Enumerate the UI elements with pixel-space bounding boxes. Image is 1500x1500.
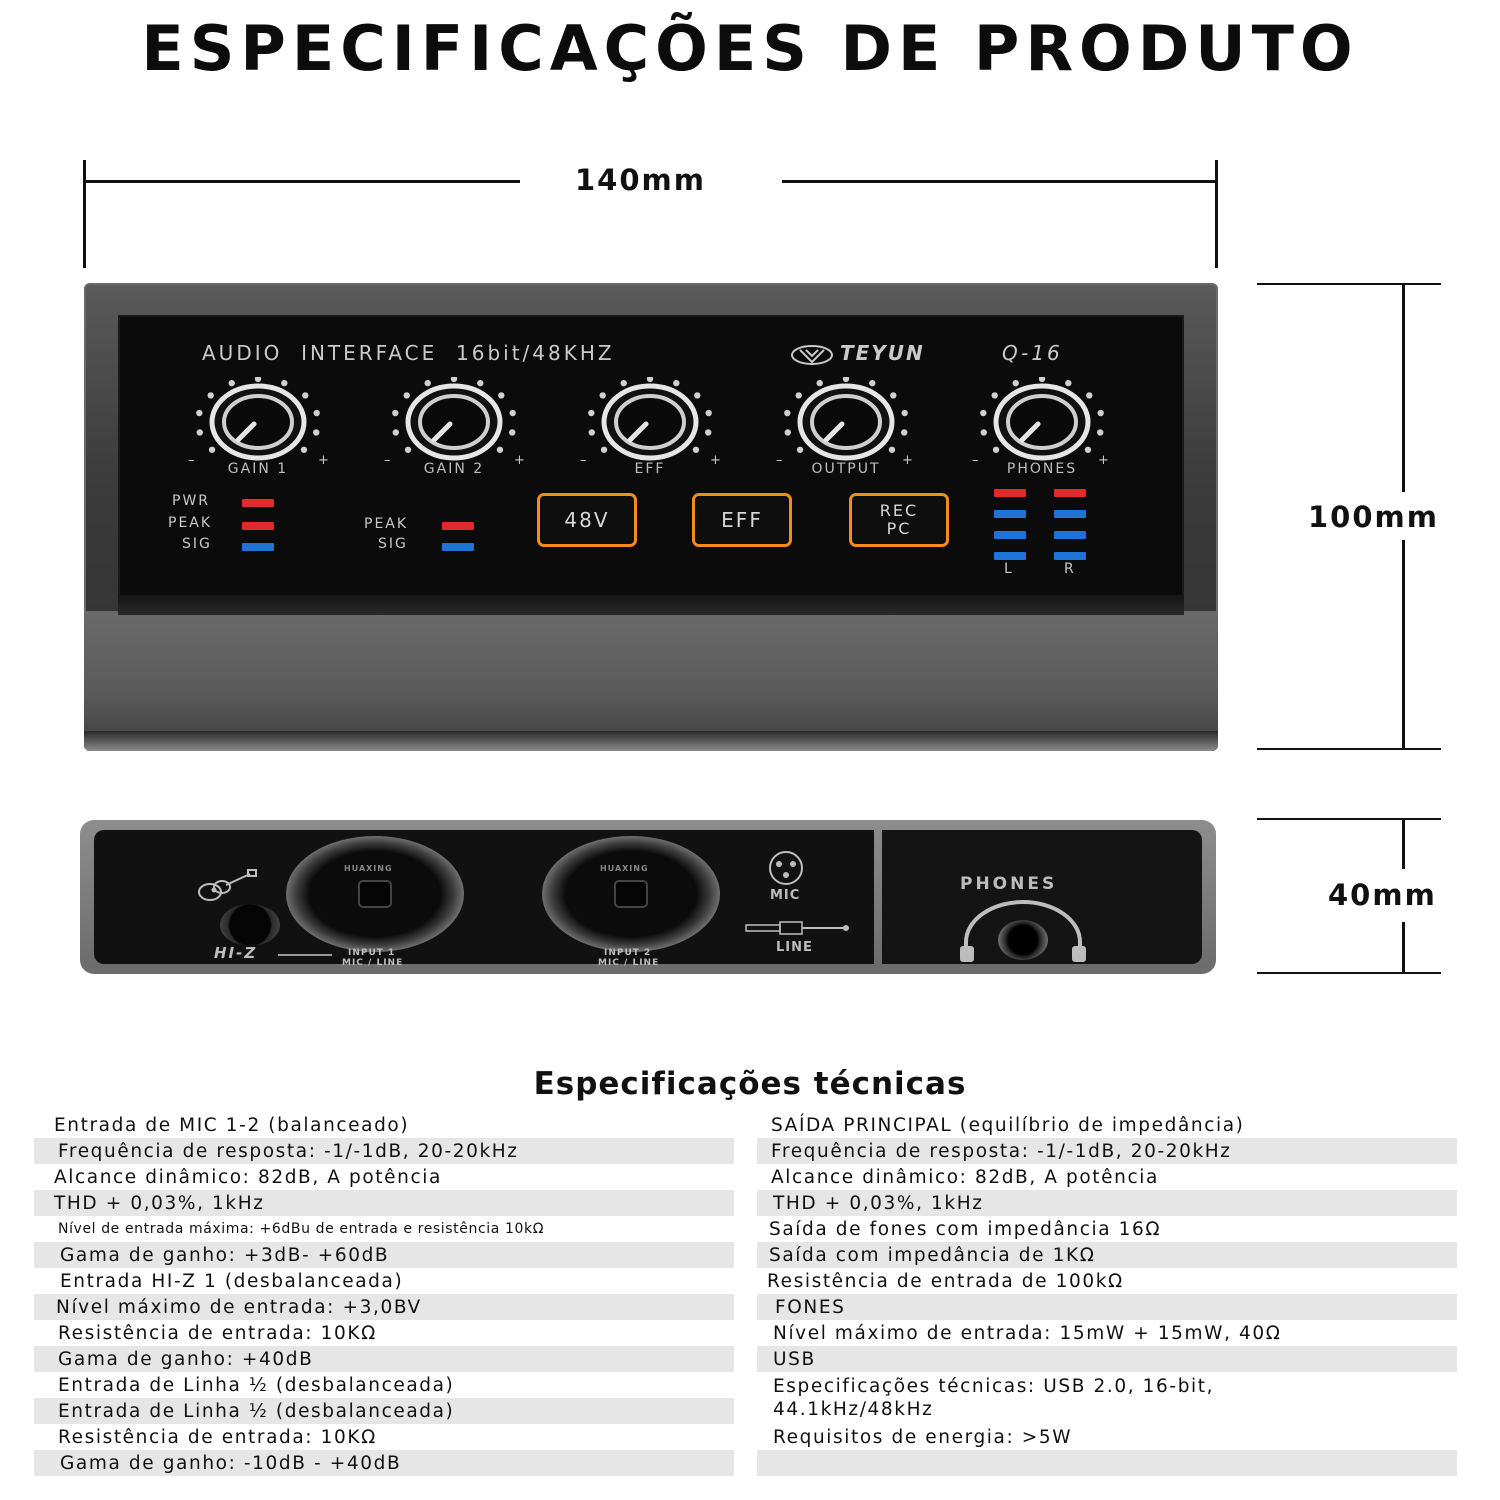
height-dimension-top-tick [1257, 283, 1441, 285]
jack-plug-icon [744, 920, 854, 936]
led-peak-1 [242, 522, 274, 530]
phones-label: PHONES [960, 874, 1058, 894]
spec-row [757, 1320, 1457, 1346]
led-label-peak-1: PEAK [168, 515, 213, 531]
knob-plus-mark: + [514, 453, 525, 468]
guitar-icon [194, 868, 258, 904]
spec-row [34, 1164, 734, 1190]
spec-text: Alcance dinâmico: 82dB, A potência [54, 1166, 442, 1188]
line-label: LINE [776, 940, 813, 955]
spec-row [757, 1138, 1457, 1164]
device-bottom-face [84, 611, 1218, 751]
knob-plus-mark: + [902, 453, 913, 468]
led-peak-2 [442, 522, 474, 530]
led-label-pwr: PWR [172, 493, 211, 509]
jack-brand: HUAXING [344, 864, 393, 873]
led-label-peak-2: PEAK [364, 516, 409, 532]
depth-dimension-bottom-tick [1257, 972, 1441, 974]
width-dimension-label: 140mm [575, 163, 706, 197]
knob-dial-icon [572, 377, 728, 467]
teyun-logo-icon [790, 343, 834, 367]
spec-row [34, 1190, 734, 1216]
hi-z-jack[interactable] [220, 904, 280, 946]
panel-shadow [118, 595, 1184, 615]
control-panel [118, 315, 1184, 615]
phantom-power-48v-button[interactable]: 48V [537, 493, 637, 547]
spec-text: Entrada de Linha ½ (desbalanceada) [58, 1374, 455, 1396]
led-pwr [242, 499, 274, 507]
spec-text: Resistência de entrada de 100kΩ [767, 1270, 1124, 1292]
spec-row [34, 1294, 734, 1320]
spec-text: Alcance dinâmico: 82dB, A potência [771, 1166, 1159, 1188]
spec-row [757, 1216, 1457, 1242]
knob-dial-icon [768, 377, 924, 467]
spec-text: Saída com impedância de 1KΩ [769, 1244, 1096, 1266]
height-dimension-line-bottom [1402, 540, 1405, 748]
spec-row [757, 1190, 1457, 1216]
spec-text: Entrada de MIC 1-2 (balanceado) [54, 1114, 410, 1136]
spec-row [757, 1164, 1457, 1190]
model-name: Q-16 [1002, 341, 1063, 365]
depth-dimension-top-tick [1257, 818, 1441, 820]
spec-row-empty [757, 1450, 1457, 1476]
spec-text: Entrada de Linha ½ (desbalanceada) [58, 1400, 455, 1422]
meter-label-l: L [1004, 561, 1014, 577]
spec-row [34, 1138, 734, 1164]
spec-text: Resistência de entrada: 10KΩ [58, 1426, 377, 1448]
knob-eff[interactable] [572, 377, 728, 477]
mic-label: MIC [770, 888, 801, 903]
xlr-icon [766, 848, 806, 888]
spec-row [757, 1346, 1457, 1372]
spec-row [757, 1294, 1457, 1320]
knob-phones[interactable] [964, 377, 1120, 477]
meter-r-led-3 [1054, 531, 1086, 539]
width-dimension-line-right [782, 180, 1216, 183]
meter-l-led-4 [994, 552, 1026, 560]
knob-plus-mark: + [318, 453, 329, 468]
spec-row [757, 1268, 1457, 1294]
spec-row [34, 1216, 734, 1242]
knob-minus-mark: – [972, 453, 979, 468]
page-title: ESPECIFICAÇÕES DE PRODUTO [141, 12, 1359, 85]
width-dimension-left-tick [83, 160, 86, 268]
combo-jack-center [616, 882, 646, 906]
spec-text: Gama de ganho: -10dB - +40dB [60, 1452, 402, 1474]
spec-text: Especificações técnicas: USB 2.0, 16-bit, 44.1kHz/48kHz [773, 1376, 1215, 1420]
meter-l-led-1 [994, 489, 1026, 497]
rec-pc-button[interactable]: REC PC [849, 493, 949, 547]
spec-row [34, 1372, 734, 1398]
width-dimension-line-left [84, 180, 520, 183]
spec-row [34, 1242, 734, 1268]
combo-jack-center [360, 882, 390, 906]
spec-text: Requisitos de energia: >5W [773, 1426, 1073, 1448]
specs-title: Especificações técnicas [533, 1066, 967, 1102]
knob-label: OUTPUT [811, 461, 881, 477]
meter-l-led-3 [994, 531, 1026, 539]
meter-r-led-4 [1054, 552, 1086, 560]
spec-text: Entrada HI-Z 1 (desbalanceada) [60, 1270, 404, 1292]
depth-dimension-line-top [1402, 819, 1405, 869]
spec-text: THD + 0,03%, 1kHz [773, 1192, 984, 1214]
spec-text: Gama de ganho: +3dB- +60dB [60, 1244, 390, 1266]
spec-text: Saída de fones com impedância 16Ω [769, 1218, 1162, 1240]
spec-text: Nível máximo de entrada: 15mW + 15mW, 40Ω [773, 1322, 1282, 1344]
knob-minus-mark: – [580, 453, 587, 468]
knob-plus-mark: + [710, 453, 721, 468]
spec-text: Frequência de resposta: -1/-1dB, 20-20kHz [58, 1140, 519, 1162]
spec-text: USB [773, 1348, 816, 1370]
knob-gain-1[interactable] [180, 377, 336, 477]
spec-text: SAÍDA PRINCIPAL (equilíbrio de impedância) [771, 1114, 1245, 1136]
input-2-label: INPUT 2 [604, 948, 652, 958]
meter-r-led-2 [1054, 510, 1086, 518]
depth-dimension-line-bottom [1402, 922, 1405, 972]
spec-row [34, 1320, 734, 1346]
spec-row [34, 1112, 734, 1138]
spec-row [757, 1424, 1457, 1450]
knob-plus-mark: + [1098, 453, 1109, 468]
height-dimension-bottom-tick [1257, 748, 1441, 750]
led-sig-1 [242, 543, 274, 551]
device-front-view [80, 820, 1216, 974]
knob-label: GAIN 1 [227, 461, 289, 477]
specs-left-column [34, 1112, 734, 1476]
knob-minus-mark: – [384, 453, 391, 468]
knob-dial-icon [376, 377, 532, 467]
meter-label-r: R [1064, 561, 1076, 577]
spec-text: Frequência de resposta: -1/-1dB, 20-20kHz [771, 1140, 1232, 1162]
phones-jack[interactable] [998, 920, 1048, 960]
spec-text: Gama de ganho: +40dB [58, 1348, 314, 1370]
knob-dial-icon [180, 377, 336, 467]
front-input-panel [94, 830, 874, 968]
spec-text: THD + 0,03%, 1kHz [54, 1192, 265, 1214]
width-dimension-right-tick [1215, 160, 1218, 268]
jack-brand: HUAXING [600, 864, 649, 873]
device-top-view [84, 283, 1218, 751]
input-2-sublabel: MIC / LINE [598, 958, 660, 968]
spec-text: FONES [775, 1296, 846, 1318]
knob-label: PHONES [1006, 461, 1078, 477]
depth-dimension-label: 40mm [1328, 878, 1437, 912]
spec-row [757, 1372, 1457, 1424]
spec-row [34, 1424, 734, 1450]
spec-row [34, 1346, 734, 1372]
spec-row [757, 1242, 1457, 1268]
spec-row [757, 1112, 1457, 1138]
spec-text: Resistência de entrada: 10KΩ [58, 1322, 377, 1344]
spec-row [34, 1398, 734, 1424]
device-lip [84, 731, 1218, 751]
brand-name: TEYUN [840, 341, 925, 365]
spec-text: Nível máximo de entrada: +3,0BV [56, 1296, 422, 1318]
meter-r-led-1 [1054, 489, 1086, 497]
front-phones-panel [882, 830, 1202, 964]
knob-label: GAIN 2 [423, 461, 485, 477]
input-1-label: INPUT 1 [348, 948, 396, 958]
combo-jack-input-1[interactable] [286, 836, 464, 952]
knob-gain-2[interactable] [376, 377, 532, 477]
led-label-sig-1: SIG [182, 536, 212, 552]
specs-right-column [757, 1112, 1457, 1476]
height-dimension-line-top [1402, 284, 1405, 492]
input-1-sublabel: MIC / LINE [342, 958, 404, 968]
knob-minus-mark: – [776, 453, 783, 468]
spec-row [34, 1450, 734, 1476]
meter-l-led-2 [994, 510, 1026, 518]
knob-minus-mark: – [188, 453, 195, 468]
panel-header: AUDIO INTERFACE 16bit/48KHZ [202, 341, 615, 365]
led-label-sig-2: SIG [378, 536, 408, 552]
led-sig-2 [442, 543, 474, 551]
combo-jack-input-2[interactable] [542, 836, 720, 952]
hi-z-label: HI-Z [214, 944, 258, 962]
spec-row [34, 1268, 734, 1294]
spec-text: Nível de entrada máxima: +6dBu de entrada e resistência 10kΩ [58, 1221, 544, 1237]
eff-button[interactable]: EFF [692, 493, 792, 547]
knob-label: EFF [634, 461, 666, 477]
height-dimension-label: 100mm [1308, 500, 1439, 534]
knob-dial-icon [964, 377, 1120, 467]
hi-z-underline [278, 954, 332, 956]
knob-output[interactable] [768, 377, 924, 477]
